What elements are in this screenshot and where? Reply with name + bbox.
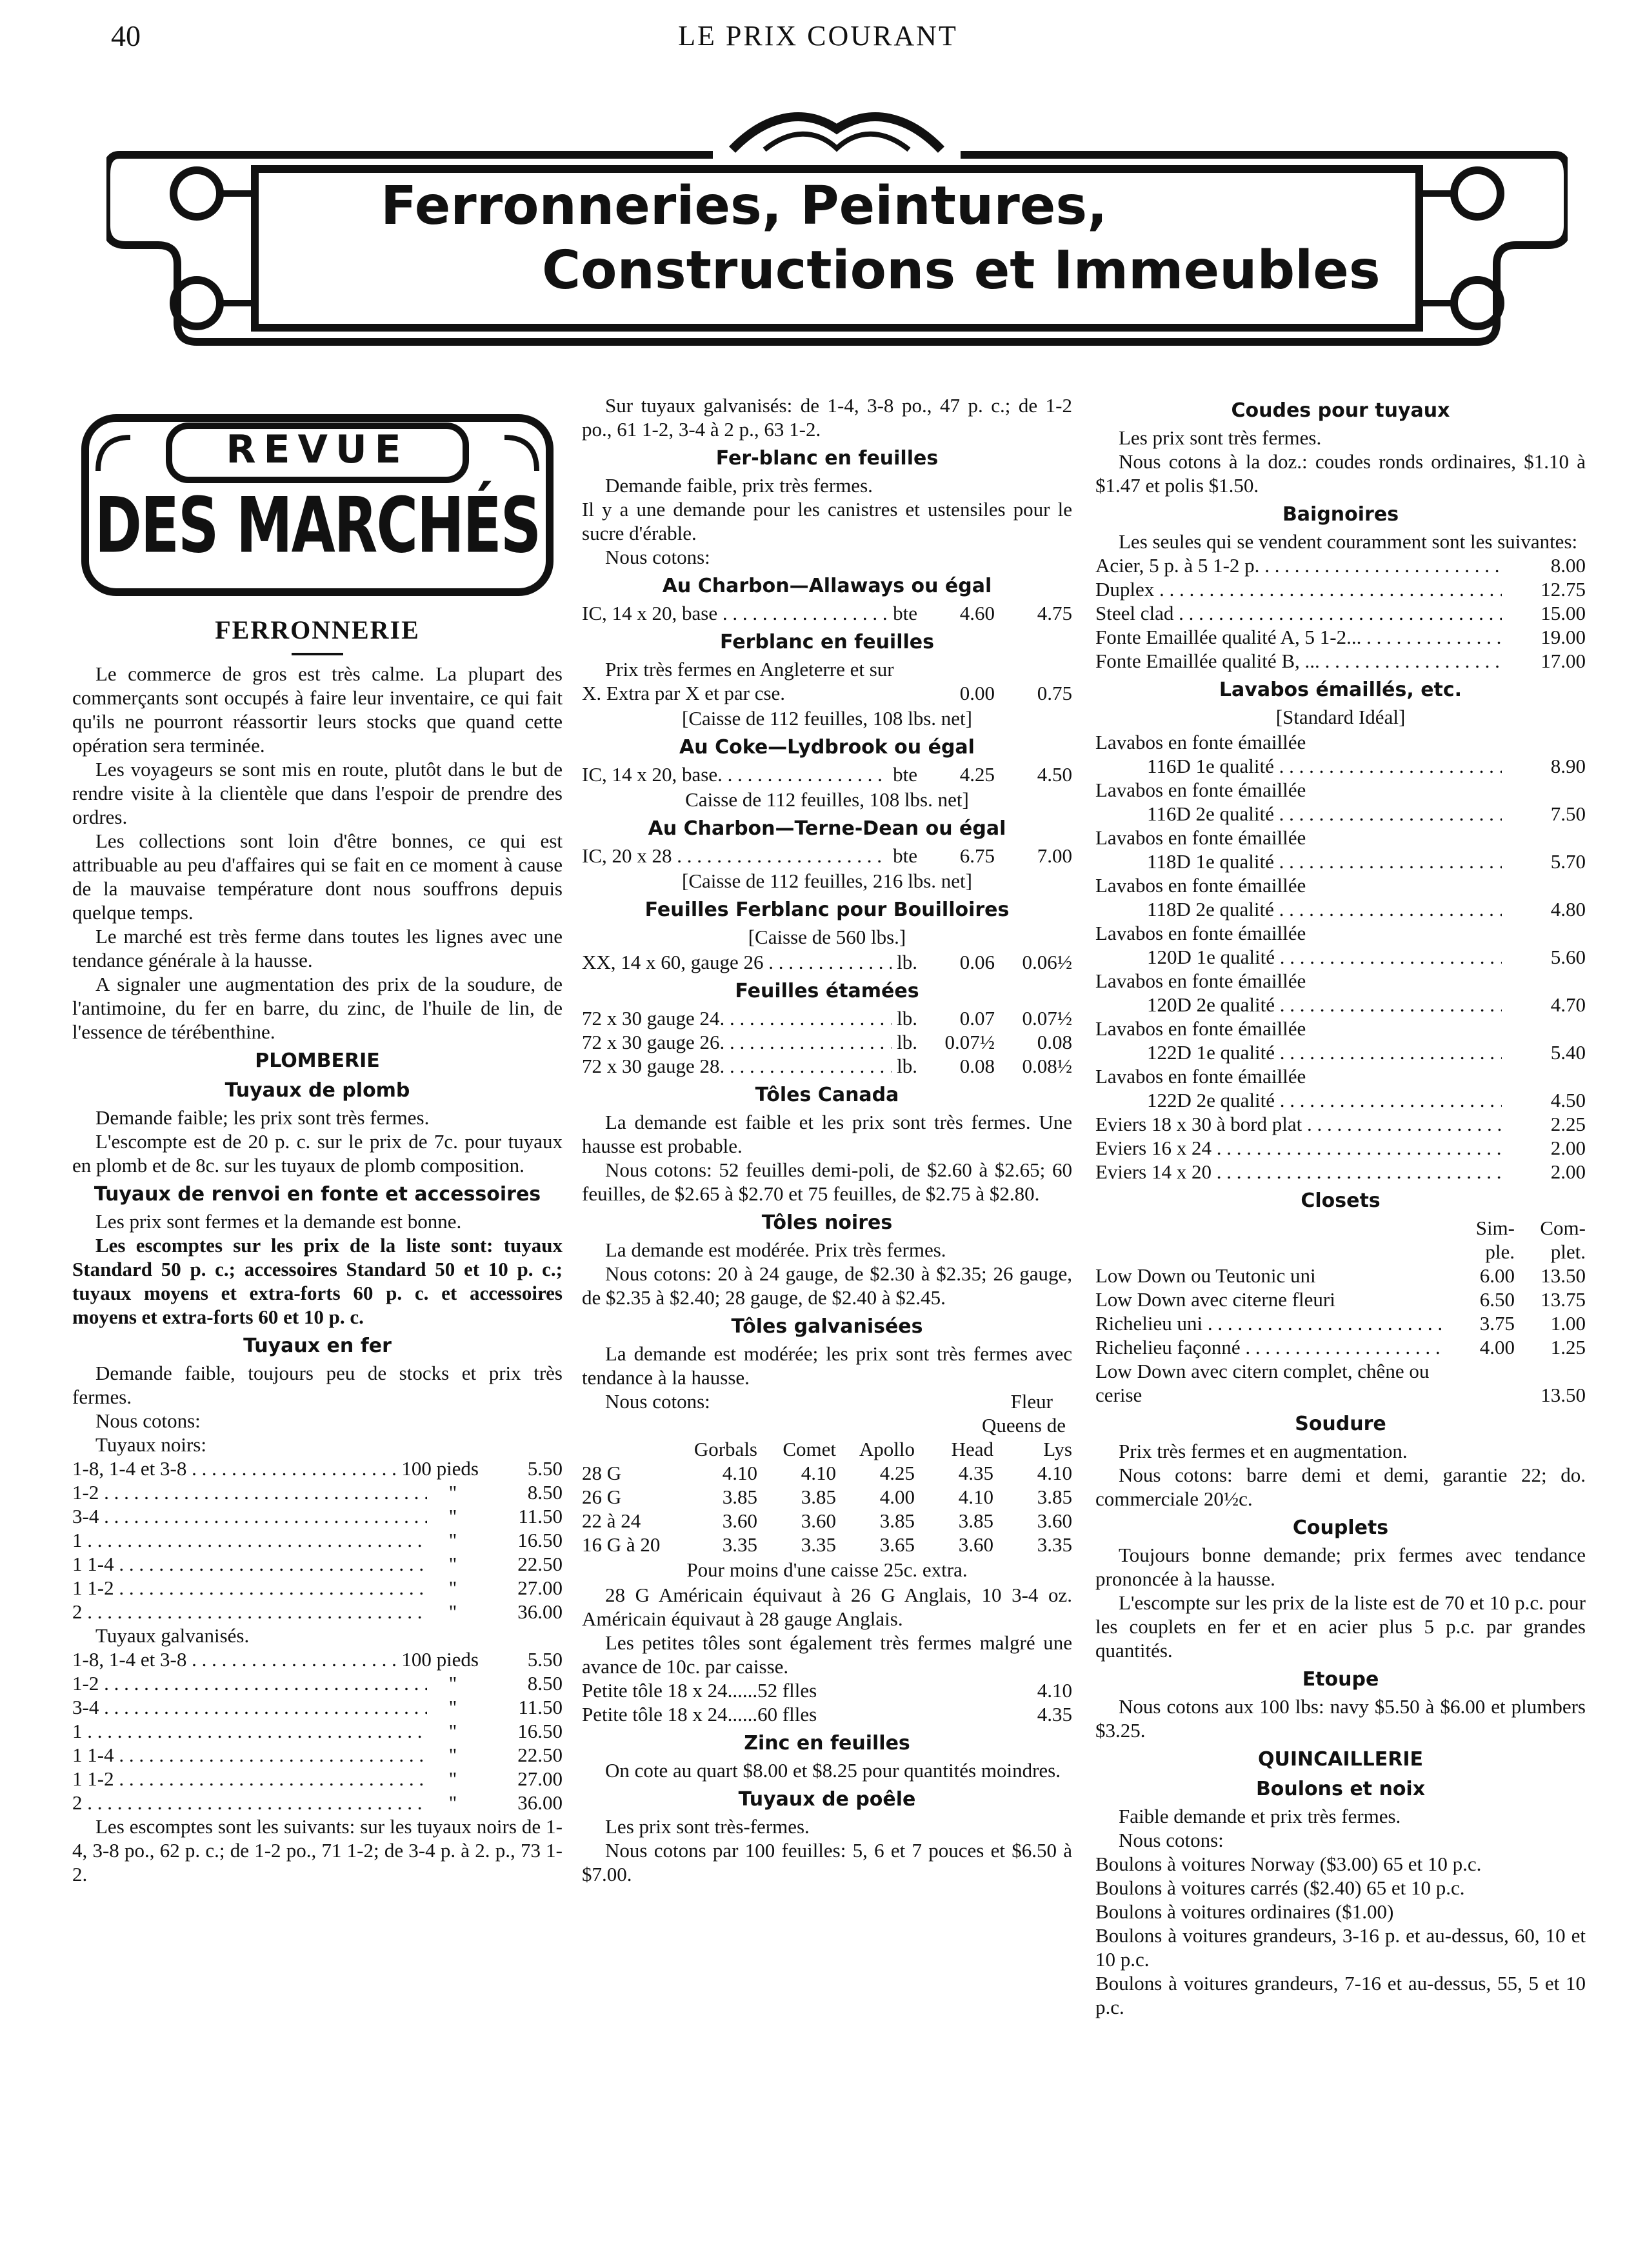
price-row: Acier, 5 p. à 5 1-2 p. . . . 8.00 (1095, 553, 1586, 577)
note: Pour moins d'une caisse 25c. extra. (686, 1558, 968, 1581)
subsection-title: Baignoires (1282, 503, 1399, 526)
subsection-title: Tuyaux de renvoi en fonte et accessoires (94, 1183, 541, 1206)
table-head: Queens de (982, 1414, 1066, 1437)
paragraph: Les escomptes sont les suivants: sur les tuyaux noirs de 1-4, 3-8 po., 62 p. c.; de 1-2 po., 71 1-2; de 3-4 p. à 2. p., 73 1-2. (72, 1815, 563, 1885)
label: Nous cotons: (605, 546, 710, 568)
subsection-title: Soudure (1295, 1413, 1386, 1435)
paragraph: A signaler une augmentation des prix de la soudure, de l'antimoine, du fer en barre, du zinc, de l'huile de lin, de l'essence de térébenthine. (72, 973, 563, 1043)
paragraph: Sur tuyaux galvanisés: de 1-4, 3-8 po., 47 p. c.; de 1-2 po., 61 1-2, 3-4 à 2 p., 63 1-2. (582, 394, 1072, 441)
price-row: Petite tôle 18 x 24......60 flles 4.35 (582, 1703, 1072, 1726)
paragraph: Les prix sont fermes et la demande est bonne. (95, 1210, 462, 1233)
title-rule (292, 653, 343, 655)
paragraph: Prix très fermes et en augmentation. (1119, 1440, 1408, 1462)
label: Tuyaux noirs: (95, 1433, 206, 1456)
price-row: 1 . . . " 16.50 (72, 1719, 563, 1743)
section-title-quincaillerie: QUINCAILLERIE (1257, 1748, 1423, 1771)
column-2 (582, 393, 1072, 2251)
subsection-title: Tôles Canada (755, 1084, 899, 1106)
table-head: Nous cotons: Fleur (605, 1390, 1053, 1413)
paragraph: Demande faible, prix très fermes. (605, 474, 873, 497)
table-header-row: Gorbals Comet Apollo Head Lys (693, 1438, 1072, 1460)
paragraph: Demande faible; les prix sont très fermes. (95, 1106, 430, 1129)
price-row: Petite tôle 18 x 24......52 flles 4.10 (582, 1679, 1072, 1702)
table-row: 28 G 4.10 4.10 4.25 4.35 4.10 (582, 1462, 1072, 1484)
price-row: 1 1-2 . . . " 27.00 (72, 1767, 563, 1791)
subsection-title: Au Charbon—Allaways ou égal (662, 575, 992, 597)
subsection-title: Au Coke—Lydbrook ou égal (679, 736, 975, 759)
label: Nous cotons: (1119, 1829, 1224, 1851)
price-list-galv (72, 1647, 563, 1815)
paragraph: Les petites tôles sont également très fermes malgré une avance de 10c. par caisse. (582, 1631, 1072, 1678)
running-header (0, 18, 1636, 57)
table-row: 16 G à 20 3.35 3.35 3.65 3.60 3.35 (582, 1533, 1072, 1556)
label: Tuyaux galvanisés. (95, 1624, 250, 1647)
paragraph: La demande est modérée; les prix sont très fermes avec tendance à la hausse. (582, 1342, 1072, 1389)
paragraph: Les prix sont très-fermes. (605, 1815, 810, 1838)
banner-title (277, 174, 1503, 303)
des-marches-label: DES MARCHÉS (94, 480, 541, 570)
price-row: 2 . . . " 36.00 (72, 1791, 563, 1815)
table-head: ple. plet. (1485, 1240, 1586, 1263)
subsection-title: Tôles galvanisées (731, 1315, 923, 1338)
note: [Caisse de 112 feuilles, 216 lbs. net] (682, 870, 972, 892)
price-row: Duplex . . . 12.75 (1095, 577, 1586, 601)
paragraph: 28 G Américain équivaut à 26 G Anglais, 10 3-4 oz. Américain équivaut à 28 gauge Anglais. (582, 1584, 1072, 1630)
revue-des-marches-logo (72, 406, 563, 600)
price-row: Eviers 18 x 30 à bord plat . . . 2.25 (1095, 1112, 1586, 1136)
subsection-title: Au Charbon—Terne-Dean ou égal (648, 817, 1006, 840)
table-row: 22 à 24 3.60 3.60 3.85 3.85 3.60 (582, 1509, 1072, 1532)
lavabo-item: Lavabos en fonte émaillée 118D 1e qualité . . . 5.70 (1095, 826, 1586, 873)
price-row: 72 x 30 gauge 28. . . . lb. 0.08 0.08½ (582, 1054, 1072, 1078)
banner-title-line1: Ferronneries, Peintures, (381, 175, 1108, 237)
subsection-title: Lavabos émaillés, etc. (1219, 679, 1462, 701)
subsection-title: Tuyaux de plomb (224, 1079, 410, 1102)
paragraph: Nous cotons: barre demi et demi, garantie 22; do. commerciale 20½c. (1095, 1464, 1586, 1510)
price-row: Eviers 16 x 24 . . . 2.00 (1095, 1136, 1586, 1160)
price-row: 1-2 . . . " 8.50 (72, 1480, 563, 1504)
subsection-title: Boulons et noix (1255, 1778, 1426, 1800)
price-row: 1-8, 1-4 et 3-8 . . . 100 pieds 5.50 (72, 1457, 563, 1480)
label: Nous cotons: (95, 1409, 201, 1432)
price-row: 1-2 . . . " 8.50 (72, 1671, 563, 1695)
price-row: Richelieu façonné . . . 4.00 1.25 (1095, 1335, 1586, 1359)
list-item: Boulons à voitures Norway ($3.00) 65 et 10 p.c. (1095, 1853, 1482, 1875)
list-item: Boulons à voitures ordinaires ($1.00) (1095, 1900, 1394, 1923)
paragraph: Nous cotons par 100 feuilles: 5, 6 et 7 pouces et $6.50 à $7.00. (582, 1839, 1072, 1885)
lavabo-item: Lavabos en fonte émaillée 120D 2e qualité . . . 4.70 (1095, 969, 1586, 1017)
paragraph: Nous cotons à la doz.: coudes ronds ordinaires, $1.10 à $1.47 et polis $1.50. (1095, 450, 1586, 497)
price-row: 1 1-4 . . . " 22.50 (72, 1552, 563, 1576)
price-row: IC, 14 x 20, base. . . . bte 4.25 4.50 (582, 762, 1072, 786)
journal-title: LE PRIX COURANT (678, 20, 958, 52)
column-3 (1095, 393, 1586, 2251)
paragraph: Demande faible, toujours peu de stocks et prix très fermes. (72, 1362, 563, 1408)
note: [Caisse de 112 feuilles, 108 lbs. net] (682, 707, 972, 730)
price-row: Low Down avec citerne fleuri 6.50 13.75 (1095, 1288, 1586, 1311)
subsection-title: Tuyaux de poêle (738, 1788, 916, 1811)
subsection-title: Fer-blanc en feuilles (715, 447, 939, 470)
price-row: IC, 20 x 28 . . . bte 6.75 7.00 (582, 844, 1072, 868)
price-row: 1 . . . " 16.50 (72, 1528, 563, 1552)
price-row: Low Down avec citern complet, chêne ou cerise 13.50 (1095, 1360, 1586, 1406)
paragraph: Les escomptes sur les prix de la liste sont: tuyaux Standard 50 p. c.; accessoires Standard 50 et 10 p. c.; tuyaux moyens et extra-forts 60 p. c. et accessoires moyens et extra-forts 60 et 10 p. c. (72, 1234, 563, 1328)
price-row: 1 1-4 . . . " 22.50 (72, 1743, 563, 1767)
list-item: Boulons à voitures grandeurs, 7-16 et au-dessus, 55, 5 et 10 p.c. (1095, 1972, 1586, 2018)
subsection-title: Feuilles Ferblanc pour Bouilloires (644, 899, 1010, 921)
price-row: Richelieu uni . . . 3.75 1.00 (1095, 1311, 1586, 1335)
price-row: XX, 14 x 60, gauge 26 . . . lb. 0.06 0.06½ (582, 950, 1072, 974)
lavabo-item: Lavabos en fonte émaillée 122D 2e qualité . . . 4.50 (1095, 1064, 1586, 1112)
section-title-plomberie: PLOMBERIE (255, 1049, 380, 1072)
subsection-title: Ferblanc en feuilles (720, 631, 934, 653)
price-row: Prix très fermes en Angleterre et sur X. Extra par X et par cse. 0.00 0.75 (582, 658, 1072, 704)
table-head: Sim- Com- (1475, 1217, 1586, 1239)
price-row: Fonte Emaillée qualité A, 5 1-2... . . . 19.00 (1095, 625, 1586, 649)
price-row: 3-4 . . . " 11.50 (72, 1695, 563, 1719)
paragraph: Nous cotons: 52 feuilles demi-poli, de $2.60 à $2.65; 60 feuilles, de $2.65 à $2.70 et 75 feuilles, de $2.75 à $2.80. (582, 1159, 1072, 1205)
lavabo-item: Lavabos en fonte émaillée 120D 1e qualité . . . 5.60 (1095, 921, 1586, 969)
page-number: 40 (111, 19, 141, 52)
subsection-title: Tuyaux en fer (243, 1335, 392, 1357)
price-row: IC, 14 x 20, base . . . bte 4.60 4.75 (582, 601, 1072, 625)
paragraph: L'escompte est de 20 p. c. sur le prix de 7c. pour tuyaux en plomb et de 8c. sur les tuyaux de plomb composition. (72, 1130, 563, 1177)
price-row: Low Down ou Teutonic uni 6.00 13.50 (1095, 1264, 1586, 1287)
paragraph: Le commerce de gros est très calme. La plupart des commerçants sont occupés à faire leur inventaire, ce qui fait qu'ils ne pourront réassortir leurs stocks que quand cette opération sera terminée. (72, 662, 563, 757)
section-title-ferronnerie: FERRONNERIE (215, 615, 420, 644)
paragraph: Le marché est très ferme dans toutes les lignes avec une tendance générale à la hausse. (72, 925, 563, 971)
paragraph: Nous cotons aux 100 lbs: navy $5.50 à $6.00 et plumbers $3.25. (1095, 1695, 1586, 1742)
subsection-title: Closets (1301, 1189, 1381, 1212)
subsection-title: Couplets (1292, 1517, 1389, 1539)
paragraph: Nous cotons: 20 à 24 gauge, de $2.30 à $2.35; 26 gauge, de $2.35 à $2.40; 28 gauge, de $2.40 à $2.45. (582, 1262, 1072, 1309)
paragraph: Il y a une demande pour les canistres et ustensiles pour le sucre d'érable. (582, 498, 1072, 544)
table-row: 26 G 3.85 3.85 4.00 4.10 3.85 (582, 1486, 1072, 1508)
lavabo-item: Lavabos en fonte émaillée 116D 1e qualité . . . 8.90 (1095, 730, 1586, 778)
paragraph: Toujours bonne demande; prix fermes avec tendance prononcée à la hausse. (1095, 1544, 1586, 1590)
column-1 (72, 393, 563, 2251)
lavabo-item: Lavabos en fonte émaillée 118D 2e qualité . . . 4.80 (1095, 873, 1586, 921)
lavabo-item: Lavabos en fonte émaillée 122D 1e qualité . . . 5.40 (1095, 1017, 1586, 1064)
list-item: Boulons à voitures carrés ($2.40) 65 et 10 p.c. (1095, 1876, 1465, 1899)
price-list-noirs (72, 1457, 563, 1624)
subsection-title: Feuilles étamées (735, 980, 919, 1002)
paragraph: Les prix sont très fermes. (1119, 426, 1322, 449)
price-row: 3-4 . . . " 11.50 (72, 1504, 563, 1528)
paragraph: Les voyageurs se sont mis en route, plutôt dans le but de rendre visite à la clientèle que dans l'espoir de prendre des ordres. (72, 758, 563, 828)
subsection-title: Coudes pour tuyaux (1231, 399, 1450, 422)
price-row: 2 . . . " 36.00 (72, 1600, 563, 1624)
subsection-title: Zinc en feuilles (744, 1732, 910, 1755)
lavabo-item: Lavabos en fonte émaillée 116D 2e qualité . . . 7.50 (1095, 778, 1586, 826)
banner-title-line2: Constructions et Immeubles (542, 240, 1381, 301)
paragraph: La demande est modérée. Prix très fermes. (605, 1238, 946, 1261)
note: [Caisse de 560 lbs.] (748, 926, 906, 948)
price-row: 72 x 30 gauge 24. . . . lb. 0.07 0.07½ (582, 1006, 1072, 1030)
paragraph: Les seules qui se vendent couramment sont les suivantes: (1119, 530, 1578, 553)
paragraph: Les collections sont loin d'être bonnes, ce qui est attribuable au peu d'affaires qui se fait en ce moment à cause de la mauvaise température dont nous souffrons depuis quelque temps. (72, 830, 563, 924)
price-row: 72 x 30 gauge 26. . . . lb. 0.07½ 0.08 (582, 1030, 1072, 1054)
revue-label: REVUE (226, 427, 409, 472)
note: [Standard Idéal] (1275, 706, 1406, 728)
note: Caisse de 112 feuilles, 108 lbs. net] (685, 788, 969, 811)
paragraph: La demande est faible et les prix sont très fermes. Une hausse est probable. (582, 1111, 1072, 1157)
paragraph: Faible demande et prix très fermes. (1119, 1805, 1401, 1827)
subsection-title: Etoupe (1302, 1668, 1379, 1691)
price-row: Steel clad . . . 15.00 (1095, 601, 1586, 625)
subsection-title: Tôles noires (761, 1211, 893, 1234)
list-item: Boulons à voitures grandeurs, 3-16 p. et au-dessus, 60, 10 et 10 p.c. (1095, 1924, 1586, 1971)
price-row: 1-8, 1-4 et 3-8 . . . 100 pieds 5.50 (72, 1647, 563, 1671)
price-row: Eviers 14 x 20 . . . 2.00 (1095, 1160, 1586, 1184)
price-row: 1 1-2 . . . " 27.00 (72, 1576, 563, 1600)
section-banner (106, 110, 1568, 381)
paragraph: On cote au quart $8.00 et $8.25 pour quantités moindres. (605, 1759, 1061, 1782)
paragraph: L'escompte sur les prix de la liste est de 70 et 10 p.c. pour les couplets en fer et en acier plus 5 p.c. par grandes quantités. (1095, 1591, 1586, 1662)
price-row: Fonte Emaillée qualité B, ... . . . 17.00 (1095, 649, 1586, 673)
